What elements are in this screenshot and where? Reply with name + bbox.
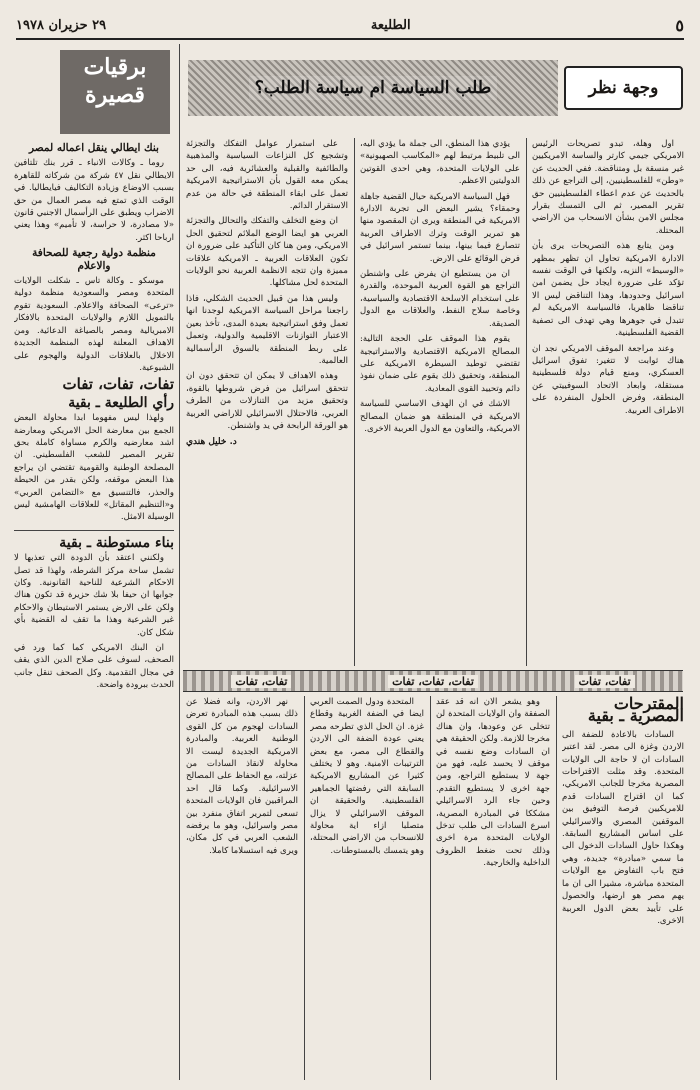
viewpoint-label: وجهة نظر [564,66,683,110]
briefs-box-line1: برقيات [83,54,147,80]
bottom-article-title: المقترحات المصرية ـ بقية [587,696,684,726]
column-divider [354,138,355,666]
section-strip [183,670,683,692]
article-col2-p5: الاشك في ان الهدف الاساسي للسياسة الامريكية في المنطقة هو ضمان المصالح الامريكية، والتعاون مع الدول العربية الاخرى. [360,399,520,434]
article-headline: طلب السياسة ام سياسة الطلب؟ [249,76,498,100]
publication-name: الطليعة [370,17,411,33]
brief-title-1: بنك ايطالي ينقل اعماله لمصر [29,142,159,154]
bottom-column-1 [562,696,684,1080]
opinion-title: رأي الطليعة ـ بقية [68,394,174,411]
briefs-column [14,140,174,1080]
closing-body: ان البنك الامريكي كما كما ورد في الصحف، لسوف على صلاح الدين الذي يقف في مجال التقدمية. وكل الصحف تنقل جانب الحدث ببرودة واضحة. [14,643,174,691]
page-header [16,12,684,40]
bottom-col1-body: السادات بالاعادة للضفة الى الاردن وغزة الى مصر. لقد اعتبر السادات ان لا حاجة الى الولايات المتحدة. وقد مثلت الاقتراحات المصرية مخرجا للجانب الامريكي، كما ان اقتراح السادات قدم للامريكيين فرصة التوفيق بين الموقفين المصري والاسرائيلي على اساس المشاريع السابقة. وهكذا حاول السادات الدخول الى ما سمي «مبادرة» جديدة، وهي فتح باب التفاوض مع الولايات المتحدة مباشرة، مشيرا الى ان ما يهم مصر هو ارضها، والحصول على تأييد بعض الدول العربية الاخرى. [562,729,684,926]
brief-body-1: روما ـ وكالات الانباء ـ قرر بنك تلتافين الايطالي نقل ٤٧ شركة من شركاته للقاهرة بسبب الاوضاع وزيادة التكاليف فيايطاليا. في الوقت الذي تمتع فيه مصر العمال من حق الاضراب ويطبق على الرأسمال الاجنبي قانون «لا مصادرة، لا حراسة، لا تأميم» وهذا يعني ارباحا اكثر. [14,158,174,243]
article-headline-box [188,60,558,116]
article-col1-p2: ومن يتابع هذه التصريحات يرى بأن الادارة الامريكية تحاول ان تظهر بمظهر «الوسيط» النزيه، ولكنها في الوقت نفسه تؤكد على ضرورة ايجاد حل يضمن امن اسرائيل وحدودها، وهذا التناقض ليس الا تناقضا ظاهريا، فالسياسة الامريكية لم تتبدل في جوهرها وهي تهدف الى تصفية القضية الفلسطينية. [532,241,684,339]
article-col2-p4: يقوم هذا الموقف على الحجة التالية: المصالح الامريكية الاقتصادية والاستراتيجية تقتضي توطيد السيطرة الامريكية على المنطقة، وتحقيق ذلك يقوم على ضمان نفوذ دائم وتحييد القوى المعادية. [360,334,520,394]
article-col3-p1: على استمرار عوامل التفكك والتجزئة وتشجيع كل النزاعات السياسية والمذهبية والطائفية والقبلية والعشائرية فيه، الى حد يمكن معه القول بأن الاستراتيجية الامريكية تعمل على ابقاء المنطقة في حالة من عدم الاستقرار الدائم. [186,139,348,212]
article-column-2 [360,138,520,666]
strip-text-center: تفات، تفات، تفات [388,675,478,688]
article-banner [183,50,683,134]
bottom-col3-body: المتحدة ودول الصمت العربي ايضا في الضفة الغربية وقطاع غزة. ان الحل الذي تطرحه مصر يعني عودة الضفة الى الاردن والقطاع الى مصر، مع بعض الترتيبات الامنية. وهو لا يختلف كثيرا عن المشاريع الامريكية السابقة التي رفضتها الجماهير الفلسطينية. والحقيقة ان الموقف الاسرائيلي لا يزال متصلبا ازاء اية محاولة للانسحاب من الاراضي المحتلة، وهو يتمسك بالمستوطنات. [310,697,424,856]
bottom-column-2 [436,696,550,1080]
page-number: ٥ [675,15,684,35]
strip-text-right: تفات، تفات [231,675,291,688]
bottom-column-4 [186,696,298,1080]
article-col3-p2: ان وضع التخلف والتفكك والتحالل والتجزئة العربي هو ايضا الوضع الملائم لتحقيق الحل الامريكي، ومن هنا كان التأكيد على ضرورة ان تكون العلاقات العربية ـ الامريكية علاقات مميزة وان تتجه الانظمة العربية نحو الولايات المتحدة لحل مشاكلها. [186,216,348,289]
article-col3-p3: وليس هذا من قبيل الحديث الشكلي، فاذا راجعنا مراحل السياسة الامريكية لوجدنا انها تعمل وفق استراتيجية بعيدة المدى، تأخذ بعين الاعتبار التوازنات الاقليمية والدولية، وتعمل على ربط المنطقة بالسوق الرأسمالية العالمية. [186,293,348,366]
article-col1-p3: وعند مراجعة الموقف الامريكي نجد ان هناك ثوابت لا تتغير: تفوق اسرائيل العسكري، ومنع قيام دولة فلسطينية مستقلة، وابعاد الاتحاد السوفييتي عن المنطقة، وفرض الحلول المنفردة على الاطراف العربية. [532,343,684,416]
column-divider-main [179,44,180,1080]
bottom-col4-body: نهر الاردن، وانه فضلا عن ذلك بسبب هذه المبادرة تعرض السادات لهجوم من كل القوى الوطنية العربية. والمبادرة الامريكية الجديدة ليست الا محاولة لانقاذ السادات من عزلته، مع الحفاظ على المصالح الاسرائيلية. وكما قال احد المراقبين فان الولايات المتحدة تسعى لتمرير اتفاق منفرد بين مصر واسرائيل، وهو ما يرفضه الشعب العربي في كل مكان، ويرى فيه استسلاما كاملا. [186,697,298,856]
briefs-box [60,50,170,134]
article-col2-p1: يؤدي هذا المنطق، الى جملة ما يؤدي اليه، الى تلبيط مرتبط لهم «المكاسب الصهيونية» على الولايات المتحدة، وهي احدى القوتين الدوليتين الاعظم. [360,139,520,187]
settlements-title: بناء مستوطنة ـ بقية [59,534,174,551]
article-column-3 [186,138,348,666]
brief-body-2: موسكو ـ وكالة تاس ـ شكلت الولايات المتحدة ومصر والسعودية منظمة دولية «ترعى» الصحافة والاعلام. السعودية تقوم بالتمويل اللازم والولايات المتحدة بالافكار الامبريالية ومصر بالصياغة الدعائية. ومن الاهداف المعلنة لهذه المنظمة الجديدة الاخلال بالعلاقات الدولية والهجوم على الشيوعية. [14,276,174,373]
issue-date: ٢٩ حزيران ١٩٧٨ [16,17,107,33]
article-col1-p1: اول وهلة، تبدو تصريحات الرئيس الامريكي جيمي كارتر والساسة الامريكيين غير منسقة بل ومتناقضة. ففي الحديث عن «وطن» للفلسطينيين، إلى التراجع عن ذلك بالحديث عن عدم اعطاء الفلسطينيين حق تقرير المصير، ثم الى التمسك بقرار مجلس الامن بشأن الانسحاب من الاراضي المحتلة. [532,139,684,236]
article-col2-p3: ان من يستطيع ان يفرض على واشنطن التراجع هو القوة العربية الموحدة، والقدرة على استخدام الاسلحة الاقتصادية والسياسية، وخاصة سلاح النفط، والعلاقات مع الدول الصديقة. [360,269,520,329]
opinion-body: ولهذا ليس مفهوما ابدا محاولة البعض الجمع بين معارضة الحل الامريكي ومعارضة اشد معارضيه والكرم مساواة كاملة بحق تقرير المصير للشعب الفلسطيني. ان المصلحة الوطنية والقومية تقتضي ان يراجع هذا البعض موقفه، ولكن بقدر من الحيطة والحذر، فالتنسيق مع «التضامن العربي» و«التنظيم المقاتل» للعلاقات الهامشية ليس الوسيلة الامثل. [14,413,174,523]
column-divider [430,696,431,1080]
brief-title-2: منظمة دولية رجعية للصحافة والاعلام [32,247,156,272]
briefs-divider [14,530,174,531]
briefs-box-line2: قصيرة [85,82,145,108]
column-divider [526,138,527,666]
section-title-tafat: تفات، تفات، تفات [62,375,174,394]
column-divider [304,696,305,1080]
bottom-column-3 [310,696,424,1080]
article-col2-p2: فهل السياسة الامريكية حيال القضية جاهلة وحمقاء؟ يشير البعض الى تجربة الادارة الامريكية في المنطقة ويرى ان المقصود منها هو تمرير الوقت وترك الاطراف العربية تتصارع فيما بينها، بينما تستمر اسرائيل في فرض الوقائع على الارض. [360,191,520,264]
bottom-col2-body: وهو يشعر الان انه قد عقد الصفقة وان الولايات المتحدة لن تتخلى عن وعودها، وان هناك مخرجا للازمة. ولكن الحقيقة هي ان السادات وضع نفسه في موقف لا يحسد عليه، فهو من جهة لا يستطيع التراجع، ومن جهة اخرى لا يستطيع التقدم. وحين جاء الرد الاسرائيلي مشككا في المبادرة المصرية، اسرع السادات الى طلب تدخل الولايات المتحدة مرة اخرى وذلك تحت ضغط الظروف الداخلية والخارجية. [436,697,550,869]
article-col3-p4: وهذه الاهداف لا يمكن ان تتحقق دون ان تتحقق اسرائيل من فرض شروطها بالقوة، وتحقيق مزيد من التنازلات من الطرف العربي، فالاحتلال الاسرائيلي للاراضي العربية هو الورقة الرابحة في يد واشنطن. [186,371,348,431]
settlements-body: ولكنني اعتقد بأن الدودة التي تعذبها لا تشمل ساحة مركز الشرطة، ولهذا قد تصل الاحكام الشرعية للناحية القانونية. وكان جوابها ان حيفا بلا شك حزيرة قد تكون هناك ولكن على الارض يستمر الاستيطان والاحكام غير الشرعية وهذا ما تقف له القضية بأي شكل كان. [14,553,174,638]
article-column-1 [532,138,684,666]
column-divider [556,696,557,1080]
article-signature: د. خليل هندي [186,437,237,448]
strip-text-left: تفات، تفات [575,675,635,688]
